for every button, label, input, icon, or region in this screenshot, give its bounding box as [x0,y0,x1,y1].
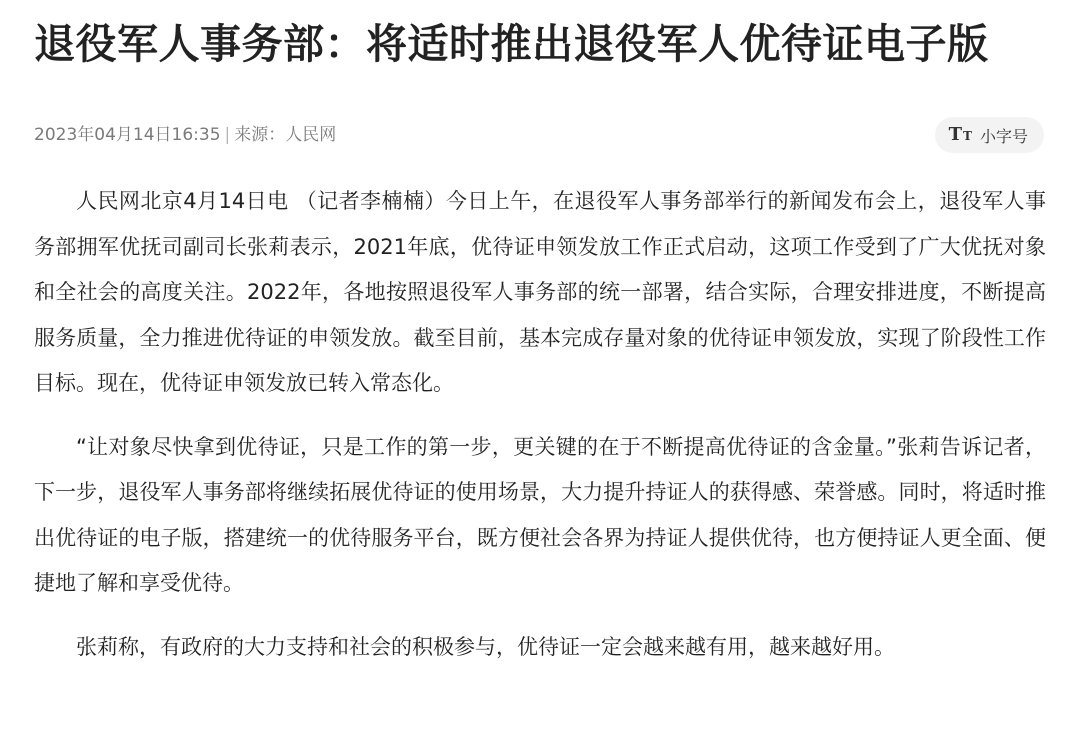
article-meta-row [34,117,1046,153]
publish-datetime: 2023年04月14日16:35 [34,125,221,145]
article-paragraph: “让对象尽快拿到优待证，只是工作的第一步，更关键的在于不断提高优待证的含金量。”张莉告诉记者，下一步，退役军人事务部将继续拓展优待证的使用场景，大力提升持证人的获得感、荣誉感。同时，将适时推出优待证的电子版，搭建统一的优待服务平台，既方便社会各界为持证人提供优待，也方便持证人更全面、便捷地了解和享受优待。 [34,434,1046,595]
source-label: 来源： [234,125,286,145]
text-size-icon-small-t: T [963,129,972,143]
article-meta [34,124,336,146]
font-size-toggle-button[interactable] [935,117,1044,153]
source-name: 人民网 [285,125,337,145]
font-size-toggle-label: 小字号 [979,126,1028,146]
text-size-icon [949,126,972,144]
article-paragraph: 张莉称，有政府的大力支持和社会的积极参与，优待证一定会越来越有用，越来越好用。 [76,634,895,659]
article-body [34,179,1046,670]
article [34,0,1046,688]
meta-separator: | [224,125,231,145]
article-paragraph: 人民网北京4月14日电 （记者李楠楠）今日上午，在退役军人事务部举行的新闻发布会上，退役军人事务部拥军优抚司副司长张莉表示，2021年底，优待证申领发放工作正式启动，这项工作受到了广大优抚对象和全社会的高度关注。2022年，各地按照退役军人事务部的统一部署，结合实际，合理安排进度，不断提高服务质量，全力推进优待证的申领发放。截至目前，基本完成存量对象的优待证申领发放，实现了阶段性工作目标。现在，优待证申领发放已转入常态化。 [34,189,1046,395]
article-title: 退役军人事务部：将适时推出退役军人优待证电子版 [34,20,989,68]
text-size-icon-big-t: T [948,124,963,145]
